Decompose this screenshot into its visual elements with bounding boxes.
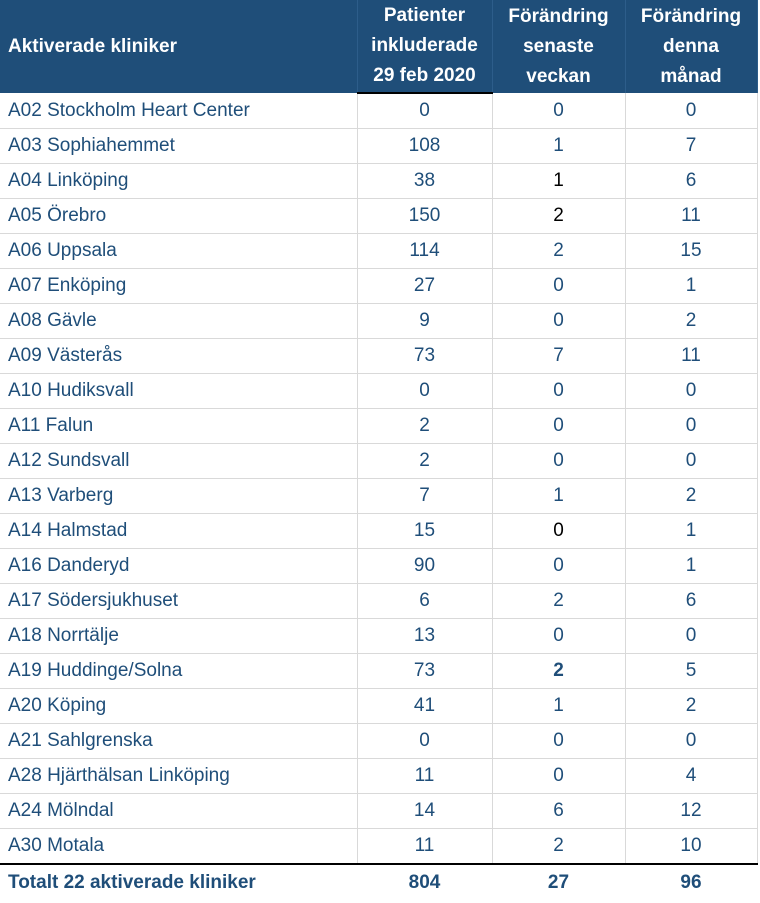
- month-change-cell: 4: [625, 759, 757, 794]
- week-change-cell: 0: [492, 444, 625, 479]
- week-change-cell: 1: [492, 164, 625, 199]
- header-row: [0, 0, 757, 93]
- week-change-cell: 7: [492, 339, 625, 374]
- table-row: [0, 794, 757, 829]
- week-change-cell: 0: [492, 409, 625, 444]
- header-clinics: Aktiverade kliniker: [0, 0, 357, 93]
- clinic-cell: A21 Sahlgrenska: [0, 724, 357, 759]
- table-row: [0, 584, 757, 619]
- clinic-cell: A08 Gävle: [0, 304, 357, 339]
- month-change-cell: 7: [625, 129, 757, 164]
- week-change-cell: 2: [492, 584, 625, 619]
- clinic-cell: A24 Mölndal: [0, 794, 357, 829]
- week-change-cell: 0: [492, 514, 625, 549]
- clinic-cell: A16 Danderyd: [0, 549, 357, 584]
- table-row: [0, 829, 757, 865]
- header-change-month: [625, 0, 757, 93]
- total-patients: 804: [357, 864, 492, 900]
- patients-cell: 2: [357, 444, 492, 479]
- patients-cell: 73: [357, 339, 492, 374]
- clinic-cell: A09 Västerås: [0, 339, 357, 374]
- patients-cell: 7: [357, 479, 492, 514]
- week-change-cell: 0: [492, 93, 625, 129]
- table-row: [0, 514, 757, 549]
- total-row: [0, 864, 757, 900]
- header-month-line-1: Förändring: [640, 5, 742, 27]
- table-row: [0, 374, 757, 409]
- table-row: [0, 164, 757, 199]
- total-week-change: 27: [492, 864, 625, 900]
- table-row: [0, 409, 757, 444]
- month-change-cell: 0: [625, 93, 757, 129]
- patients-cell: 6: [357, 584, 492, 619]
- table-row: [0, 93, 757, 129]
- week-change-cell: 2: [492, 829, 625, 865]
- month-change-cell: 1: [625, 269, 757, 304]
- week-change-cell: 0: [492, 269, 625, 304]
- week-change-cell: 0: [492, 374, 625, 409]
- patients-cell: 11: [357, 829, 492, 865]
- table-row: [0, 269, 757, 304]
- table-row: [0, 689, 757, 724]
- table-row: [0, 234, 757, 269]
- patients-cell: 150: [357, 199, 492, 234]
- patients-cell: 90: [357, 549, 492, 584]
- month-change-cell: 12: [625, 794, 757, 829]
- month-change-cell: 6: [625, 584, 757, 619]
- patients-cell: 27: [357, 269, 492, 304]
- patients-cell: 15: [357, 514, 492, 549]
- month-change-cell: 1: [625, 549, 757, 584]
- patients-cell: 0: [357, 724, 492, 759]
- month-change-cell: 10: [625, 829, 757, 865]
- clinic-cell: A03 Sophiahemmet: [0, 129, 357, 164]
- patients-cell: 14: [357, 794, 492, 829]
- clinic-cell: A17 Södersjukhuset: [0, 584, 357, 619]
- clinic-cell: A18 Norrtälje: [0, 619, 357, 654]
- month-change-cell: 2: [625, 689, 757, 724]
- patients-cell: 114: [357, 234, 492, 269]
- clinic-cell: A04 Linköping: [0, 164, 357, 199]
- patients-cell: 2: [357, 409, 492, 444]
- table-row: [0, 759, 757, 794]
- header-month-line-2: denna: [663, 35, 719, 57]
- total-label: Totalt 22 aktiverade kliniker: [0, 864, 357, 900]
- header-patients-line-1: Patienter: [383, 5, 466, 26]
- table-row: [0, 129, 757, 164]
- clinic-cell: A07 Enköping: [0, 269, 357, 304]
- header-month-line-3: månad: [660, 65, 722, 87]
- header-patients-line-3: 29 feb 2020: [373, 65, 476, 86]
- table-row: [0, 479, 757, 514]
- header-week-line-2: senaste: [523, 35, 594, 57]
- week-change-cell: 0: [492, 304, 625, 339]
- patients-cell: 38: [357, 164, 492, 199]
- clinic-cell: A19 Huddinge/Solna: [0, 654, 357, 689]
- month-change-cell: 15: [625, 234, 757, 269]
- week-change-cell: 0: [492, 619, 625, 654]
- header-patients: [357, 0, 492, 93]
- month-change-cell: 5: [625, 654, 757, 689]
- table-row: [0, 304, 757, 339]
- total-month-change: 96: [625, 864, 757, 900]
- patients-cell: 9: [357, 304, 492, 339]
- patients-cell: 11: [357, 759, 492, 794]
- table-row: [0, 654, 757, 689]
- header-change-week: [492, 0, 625, 93]
- month-change-cell: 0: [625, 619, 757, 654]
- month-change-cell: 2: [625, 479, 757, 514]
- clinic-cell: A30 Motala: [0, 829, 357, 865]
- week-change-cell: 0: [492, 549, 625, 584]
- month-change-cell: 0: [625, 444, 757, 479]
- week-change-cell: 1: [492, 479, 625, 514]
- week-change-cell: 2: [492, 234, 625, 269]
- month-change-cell: 0: [625, 374, 757, 409]
- week-change-cell: 1: [492, 129, 625, 164]
- month-change-cell: 2: [625, 304, 757, 339]
- clinic-cell: A12 Sundsvall: [0, 444, 357, 479]
- month-change-cell: 11: [625, 199, 757, 234]
- table-row: [0, 724, 757, 759]
- table-row: [0, 199, 757, 234]
- month-change-cell: 11: [625, 339, 757, 374]
- month-change-cell: 6: [625, 164, 757, 199]
- clinic-cell: A20 Köping: [0, 689, 357, 724]
- patients-cell: 13: [357, 619, 492, 654]
- week-change-cell: 0: [492, 759, 625, 794]
- clinic-cell: A10 Hudiksvall: [0, 374, 357, 409]
- table-row: [0, 549, 757, 584]
- header-week-line-1: Förändring: [508, 5, 609, 27]
- patients-cell: 41: [357, 689, 492, 724]
- clinic-cell: A11 Falun: [0, 409, 357, 444]
- clinic-cell: A02 Stockholm Heart Center: [0, 93, 357, 129]
- table-row: [0, 339, 757, 374]
- week-change-cell: 6: [492, 794, 625, 829]
- table-row: [0, 619, 757, 654]
- clinic-cell: A06 Uppsala: [0, 234, 357, 269]
- clinic-cell: A14 Halmstad: [0, 514, 357, 549]
- week-change-cell: 2: [492, 199, 625, 234]
- table-row: [0, 444, 757, 479]
- clinic-cell: A13 Varberg: [0, 479, 357, 514]
- week-change-cell: 0: [492, 724, 625, 759]
- week-change-cell: 2: [492, 654, 625, 689]
- header-week-line-3: veckan: [526, 65, 591, 87]
- clinic-cell: A05 Örebro: [0, 199, 357, 234]
- patients-cell: 0: [357, 374, 492, 409]
- month-change-cell: 0: [625, 724, 757, 759]
- patients-cell: 0: [357, 93, 492, 129]
- clinic-cell: A28 Hjärthälsan Linköping: [0, 759, 357, 794]
- month-change-cell: 0: [625, 409, 757, 444]
- month-change-cell: 1: [625, 514, 757, 549]
- patients-cell: 108: [357, 129, 492, 164]
- week-change-cell: 1: [492, 689, 625, 724]
- header-patients-line-2: inkluderade: [371, 35, 478, 56]
- patients-cell: 73: [357, 654, 492, 689]
